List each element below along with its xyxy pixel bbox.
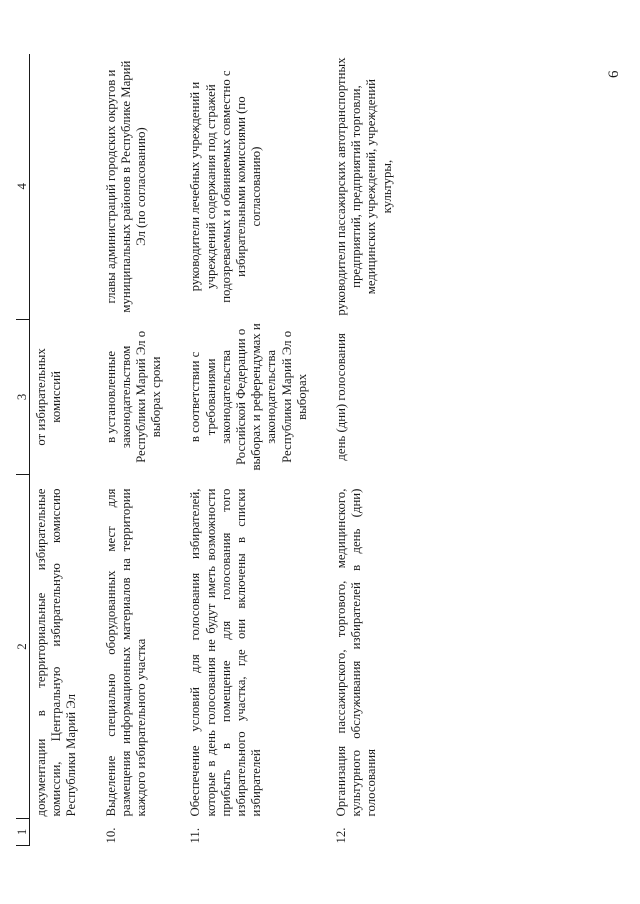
events-table [16, 54, 405, 846]
activity-text: Организация пассажирского, торгового, медицинского, культурного обслуживания избирателей в день (дни) голосования [334, 488, 379, 817]
term-text: в установленные законодательством Республики Марий Эл о выборах сроки [103, 330, 164, 463]
row-number [30, 818, 90, 845]
header-col-2: 2 [16, 475, 30, 819]
activity-text: Обеспечение условий для голосования избирателей, которые в день голосования не будут иметь возможности прибыть в помещение для голосования того избирательного участка, где они включены в списки избирателей [188, 488, 264, 817]
header-col-3: 3 [16, 319, 30, 474]
responsible-text: руководители пассажирских автотранспортных предприятий, предприятий торговли, медицинских учреждений, учреждений культуры, [334, 57, 394, 316]
row-number: 12. [334, 827, 349, 844]
responsible-text [30, 54, 90, 319]
header-col-1: 1 [16, 818, 30, 845]
row-number: 10. [103, 827, 118, 844]
activity-text: Выделение специально оборудованных мест для размещения информационных материалов на территории каждого избирательного участка [103, 488, 149, 817]
term-text: день (дни) голосования [334, 333, 349, 461]
table-row [174, 54, 320, 846]
term-text: в соответствии с требованиями законодательства Российской Федерации о выборах и референдумах и законодательства Республики Марий Эл о выборах [188, 323, 309, 471]
activity-text: документации в территориальные избирательные комиссии, Центральную избирательную комиссию Республики Марий Эл [34, 488, 79, 817]
header-col-4: 4 [16, 54, 30, 319]
table-row [90, 54, 175, 846]
responsible-text: главы администраций городских округов и муниципальных районов в Республике Марий Эл (по согласованию) [103, 60, 149, 313]
table-header-row [16, 54, 30, 846]
responsible-text: руководители лечебных учреждений и учреждений содержания под стражей подозреваемых и обвиняемых совместно с избирательными комиссиями (по согласованию) [188, 70, 264, 303]
table-row [30, 54, 90, 846]
page-number: 6 [606, 70, 622, 78]
term-text: от избирательных комиссий [34, 348, 64, 446]
row-number: 11. [188, 827, 203, 844]
table-row [320, 54, 405, 846]
